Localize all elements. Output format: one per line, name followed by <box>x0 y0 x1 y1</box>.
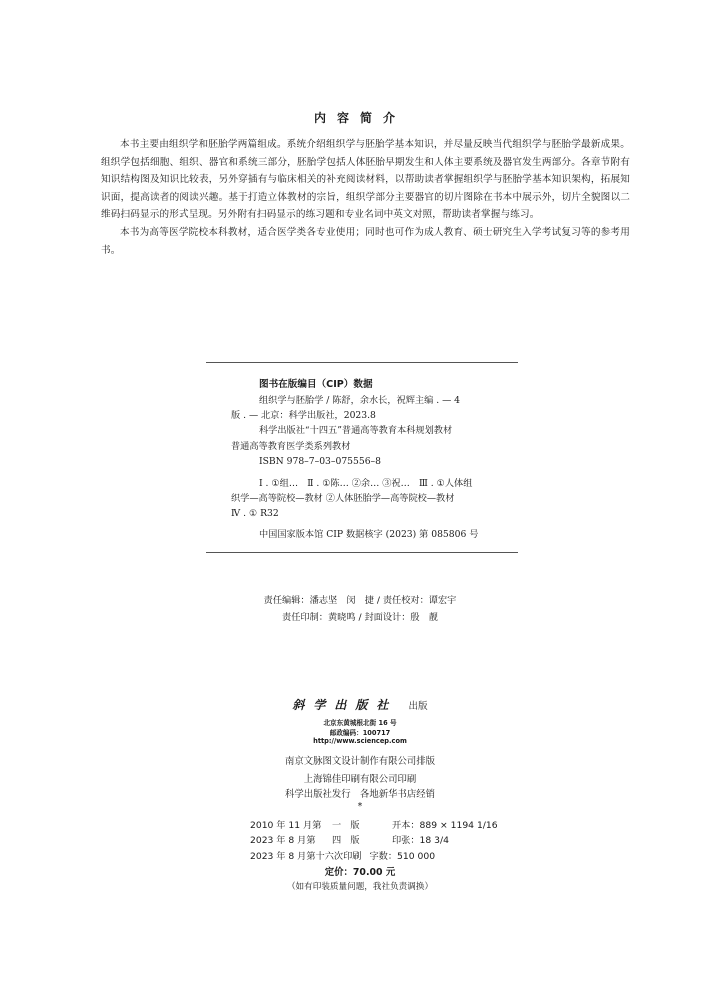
cip-verification-number: 中国国家版本馆 CIP 数据核字 (2023) 第 085806 号 <box>259 529 479 540</box>
staff-line-1: 责任编辑：潘志坚 闵 捷 / 责任校对：谭宏宇 <box>263 595 457 606</box>
edition-detail: 开本：889 × 1194 1/16 <box>392 820 498 831</box>
cip-record <box>231 393 511 469</box>
separator-asterisk: * <box>357 801 363 812</box>
distribution-credit: 科学出版社发行 各地新华书店经销 <box>284 789 435 800</box>
edition-detail: 字数：510 000 <box>369 851 436 862</box>
edition-date: 2023 年 8 月第 <box>250 835 316 846</box>
cip-classification <box>231 476 511 522</box>
summary-paragraph-1: 本书主要由组织学和胚胎学两篇组成。系统介绍组织学与胚胎学基本知识，并尽量反映当代组织学与胚胎学最新成果。组织学包括细胞、组织、器官和系统三部分，胚胎学包括人体胚胎早期发生和人体主要系统及器官发生两部分。各章节附有知识结构图及知识比较表，另外穿插有与临床相关的补充阅读材料，以帮助读者掌握组织学与胚胎学基本知识架构，拓展知识面，提高读者的阅读兴趣。基于打造立体教材的宗旨，组织学部分主要器官的切片图除在书本中展示外，切片全貌图以二维码扫码显示的形式呈现。另外附有扫码显示的练习题和专业名词中英文对照，帮助读者掌握与练习。 <box>101 139 630 221</box>
edition-row <box>250 848 435 862</box>
publisher-logo: 斜学出版社 <box>292 698 398 712</box>
quality-notice: （如有印装质量问题，我社负责调换） <box>286 882 434 892</box>
edition-row <box>250 817 498 831</box>
content-summary-heading: 内容简介 <box>313 111 406 125</box>
edition-row <box>250 832 449 846</box>
publisher-address: 北京东黄城根北街 16 号 <box>323 719 397 727</box>
cip-top-rule <box>206 362 518 363</box>
publisher-postcode: 邮政编码：100717 <box>329 729 391 737</box>
price: 定价：70.00 元 <box>324 867 396 878</box>
staff-line-2: 责任印制：黄晓鸣 / 封面设计：殷 靓 <box>282 612 438 623</box>
edition-date: 2023 年 8 月第十六次印刷 <box>250 851 362 862</box>
cip-isbn: ISBN 978–7–03–075556–8 <box>259 455 381 467</box>
cip-line-3: 科学出版社“十四五”普通高等教育本科规划教材 <box>259 425 453 437</box>
publisher-line <box>0 694 720 713</box>
cip-class-line-3: Ⅳ . ① R32 <box>231 508 279 520</box>
summary-paragraph-2: 本书为高等医学院校本科教材，适合医学类各专业使用；同时也可作为成人教育、硕士研究生入学考试复习等的参考用书。 <box>101 226 630 256</box>
edition-label: 四 版 <box>332 835 360 846</box>
edition-date: 2010 年 11 月第 <box>250 820 322 831</box>
typesetting-credit: 南京文脉图文设计制作有限公司排版 <box>284 756 435 767</box>
cip-verification <box>259 527 539 542</box>
content-summary <box>101 136 630 259</box>
cip-line-1: 组织学与胚胎学 / 陈舒，余水长，祝辉主编 . — 4 <box>259 395 461 406</box>
publisher-url: http://www.sciencep.com <box>313 737 407 745</box>
cip-title: 图书在版编目（CIP）数据 <box>259 379 373 390</box>
cip-line-2: 版 . — 北京：科学出版社，2023.8 <box>231 410 376 422</box>
cip-bottom-rule <box>206 552 518 553</box>
cip-line-4: 普通高等教育医学类系列教材 <box>231 440 351 452</box>
edition-label: 一 版 <box>332 820 360 831</box>
publisher-suffix: 出版 <box>408 701 428 712</box>
edition-detail: 印张：18 3/4 <box>392 835 449 846</box>
cip-class-line-2: 织学—高等院校—教材 ②人体胚胎学—高等院校—教材 <box>231 493 455 505</box>
cip-class-line-1: Ⅰ . ①组… Ⅱ . ①陈… ②余… ③祝… Ⅲ . ①人体组 <box>259 478 473 489</box>
printing-credit: 上海锦佳印刷有限公司印刷 <box>303 774 417 785</box>
